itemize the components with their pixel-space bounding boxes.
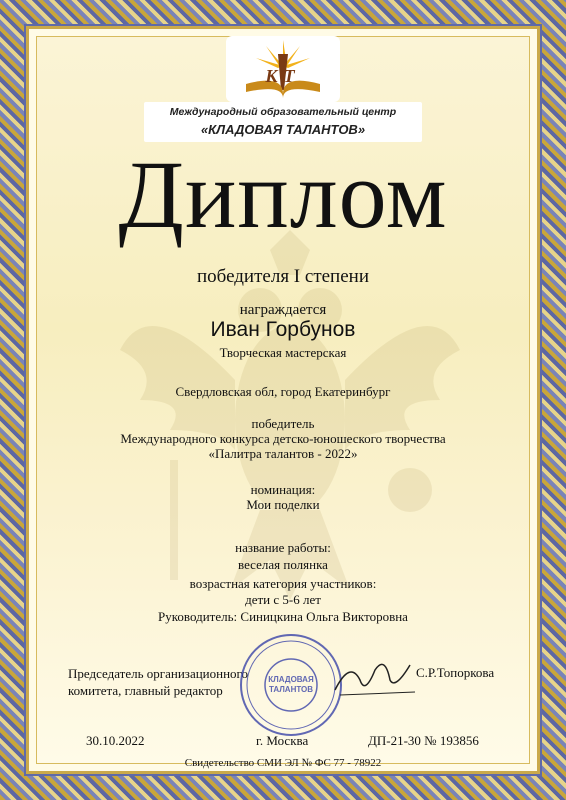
issue-date: 30.10.2022 xyxy=(86,733,145,748)
logo xyxy=(226,36,340,102)
svg-text:ТАЛАНТОВ: ТАЛАНТОВ xyxy=(268,685,314,694)
work-title: веселая полянка xyxy=(238,557,328,572)
diploma-title: Диплом xyxy=(118,141,448,248)
chair-line-1: Председатель организационного xyxy=(68,666,249,681)
svg-text:КЛАДОВАЯ: КЛАДОВАЯ xyxy=(268,675,314,684)
media-certificate: Свидетельство СМИ ЭЛ № ФС 77 - 78922 xyxy=(184,757,382,769)
nomination: Мои поделки xyxy=(246,497,320,512)
org-name: «КЛАДОВАЯ ТАЛАНТОВ» xyxy=(200,122,366,137)
degree: победителя I степени xyxy=(197,266,369,287)
contest-title: «Палитра талантов - 2022» xyxy=(208,446,358,461)
recipient-name: Иван Горбунов xyxy=(210,318,356,341)
chair-title xyxy=(68,665,248,699)
age-label: возрастная категория участников: xyxy=(189,576,377,591)
issue-city: г. Москва xyxy=(256,733,309,748)
contest-name: Международного конкурса детско-юношеского творчества xyxy=(120,431,446,446)
chair-line-2: комитета, главный редактор xyxy=(68,683,223,698)
age-category: дети с 5-6 лет xyxy=(245,592,321,607)
signature-icon xyxy=(330,650,420,700)
institution: Творческая мастерская xyxy=(219,345,347,360)
awarded-label: награждается xyxy=(239,302,327,318)
logo-letters: КТ xyxy=(265,66,301,86)
winner-label: победитель xyxy=(251,416,315,431)
location: Свердловская обл, город Екатеринбург xyxy=(175,384,391,399)
signer-name: С.Р.Топоркова xyxy=(416,665,495,680)
diploma-number: ДП-21-30 № 193856 xyxy=(368,733,479,748)
supervisor: Руководитель: Синицкина Ольга Викторовна xyxy=(158,609,408,624)
nomination-label: номинация: xyxy=(250,482,316,497)
work-label: название работы: xyxy=(235,540,331,555)
org-subtitle: Международный образовательный центр xyxy=(169,106,397,118)
